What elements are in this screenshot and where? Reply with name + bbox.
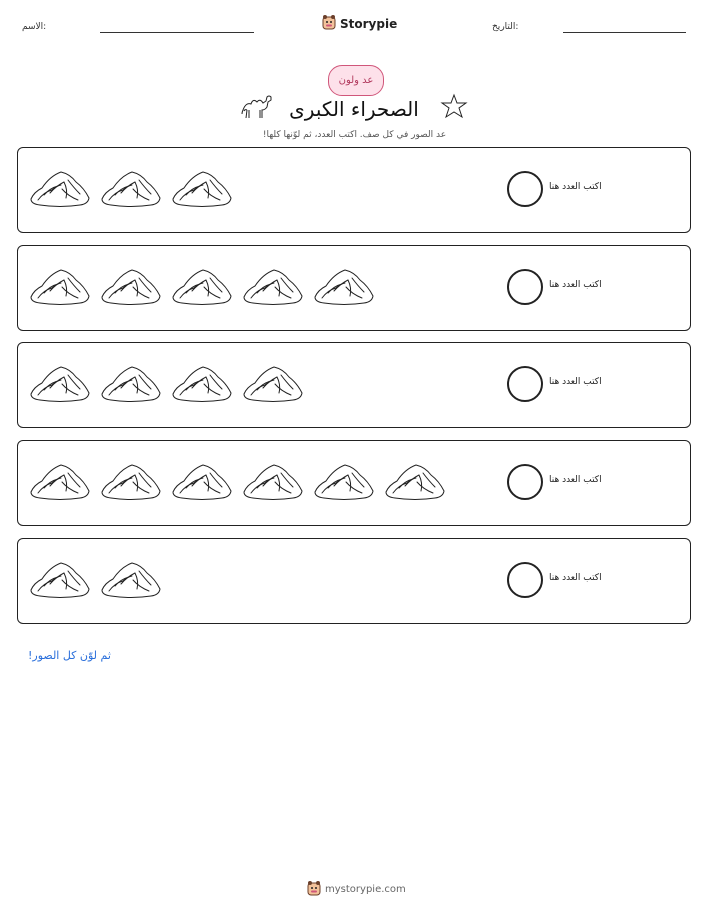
count-row bbox=[17, 342, 691, 428]
sand-dune-icon bbox=[99, 264, 163, 308]
sand-dune-icon bbox=[241, 361, 305, 405]
footer-note: ثم لوّن كل الصور! bbox=[28, 649, 111, 662]
sand-dune-icon bbox=[28, 459, 92, 503]
sand-dune-icon bbox=[170, 264, 234, 308]
count-row bbox=[17, 538, 691, 624]
sand-dune-icon bbox=[99, 557, 163, 601]
page-title: الصحراء الكبرى bbox=[289, 97, 419, 121]
answer-circle[interactable] bbox=[507, 171, 543, 207]
sand-dune-icon bbox=[312, 264, 376, 308]
camel-icon bbox=[240, 92, 274, 124]
sand-dune-icon bbox=[99, 361, 163, 405]
answer-circle[interactable] bbox=[507, 269, 543, 305]
sand-dune-icon bbox=[170, 459, 234, 503]
brand-header bbox=[322, 14, 397, 33]
sand-dune-icon bbox=[383, 459, 447, 503]
sand-dune-icon bbox=[241, 459, 305, 503]
page-subtitle: عد الصور في كل صف. اكتب العدد، ثم لوّنها كلها! bbox=[262, 130, 447, 140]
sand-dune-icon bbox=[312, 459, 376, 503]
sand-dune-icon bbox=[28, 557, 92, 601]
storypie-logo-icon bbox=[307, 880, 321, 899]
star-icon bbox=[440, 93, 468, 125]
row-label: اكتب العدد هنا bbox=[549, 182, 602, 192]
name-line[interactable] bbox=[100, 32, 254, 33]
sand-dune-icon bbox=[170, 166, 234, 210]
sand-dune-icon bbox=[28, 264, 92, 308]
date-label: التاريخ: bbox=[492, 22, 519, 32]
storypie-logo-icon bbox=[322, 14, 336, 33]
row-label: اكتب العدد هنا bbox=[549, 280, 602, 290]
count-row bbox=[17, 245, 691, 331]
count-row bbox=[17, 147, 691, 233]
answer-circle[interactable] bbox=[507, 366, 543, 402]
name-label: الاسم: bbox=[22, 22, 47, 32]
answer-circle[interactable] bbox=[507, 562, 543, 598]
sand-dune-icon bbox=[241, 264, 305, 308]
sand-dune-icon bbox=[28, 361, 92, 405]
sand-dune-icon bbox=[28, 166, 92, 210]
footer-brand bbox=[307, 880, 406, 899]
sand-dune-icon bbox=[170, 361, 234, 405]
answer-circle[interactable] bbox=[507, 464, 543, 500]
sand-dune-icon bbox=[99, 166, 163, 210]
date-line[interactable] bbox=[563, 32, 686, 33]
count-row bbox=[17, 440, 691, 526]
sand-dune-icon bbox=[99, 459, 163, 503]
worksheet-badge: عد ولون bbox=[328, 65, 384, 96]
footer-site: mystorypie.com bbox=[325, 884, 406, 895]
row-label: اكتب العدد هنا bbox=[549, 475, 602, 485]
brand-name: Storypie bbox=[340, 16, 398, 31]
row-label: اكتب العدد هنا bbox=[549, 573, 602, 583]
row-label: اكتب العدد هنا bbox=[549, 377, 602, 387]
